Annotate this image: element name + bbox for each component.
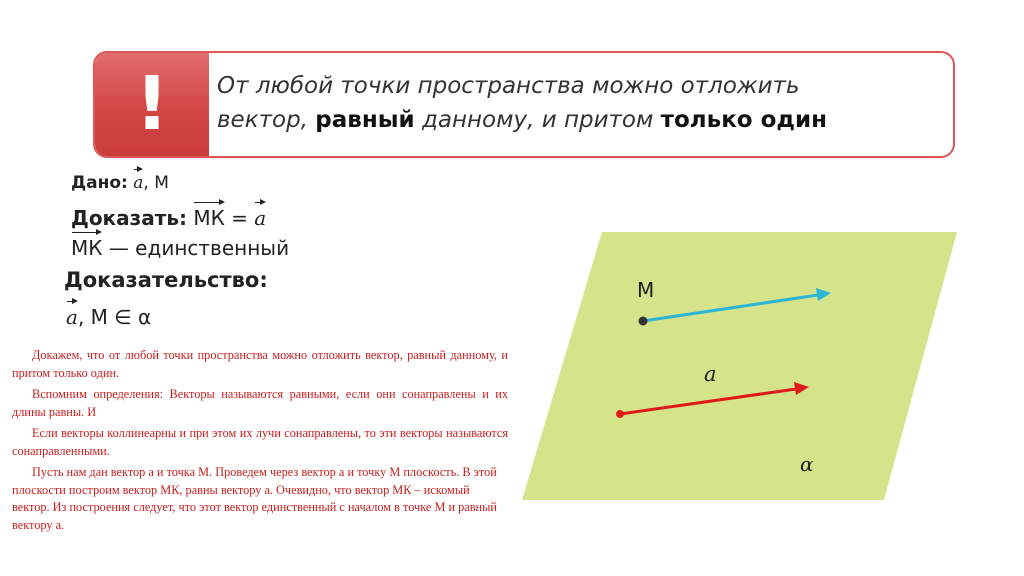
note-paragraph-4: Пусть нам дан вектор а и точка М. Проведем через вектор а и точку М плоскость. В этой плоскости построим вектор МК, равны вектору а. Очевидно, что вектор МК – искомый вектор. Из построения следует, что этот вектор единственный с началом в точке М и равный вектору а. bbox=[12, 465, 497, 532]
given-rest: , М bbox=[143, 173, 169, 193]
prove-label: Доказать: bbox=[71, 206, 187, 230]
point-m bbox=[639, 317, 648, 326]
uniqueness-text: — единственный bbox=[102, 236, 290, 260]
vector-a-start bbox=[616, 410, 624, 418]
given-vector-a: a bbox=[133, 167, 143, 193]
point-m-label: M bbox=[637, 278, 655, 302]
note-paragraph-1: Докажем, что от любой точки пространства можно отложить вектор, равный данному, и притом только один. bbox=[12, 348, 508, 380]
exclamation-mark: ! bbox=[135, 61, 169, 147]
prove-vector-mk: МК bbox=[193, 200, 224, 230]
note-paragraph-3: Если векторы коллинеарны и при этом их лучи сонаправлены, то эти векторы называются сонаправленными. bbox=[12, 426, 508, 458]
prove-equals: = bbox=[224, 206, 255, 230]
theorem-line-1: От любой точки пространства можно отложить bbox=[217, 73, 800, 99]
theorem-bold-only-one: только один bbox=[660, 107, 827, 133]
theorem-bold-equal: равный bbox=[315, 107, 415, 133]
proof-title: Доказательство: bbox=[64, 268, 268, 292]
proof-vector-a: a bbox=[66, 299, 78, 329]
proof-rest: , М ∈ α bbox=[77, 305, 152, 329]
theorem-text-part: данному, и притом bbox=[414, 107, 661, 133]
plane-alpha bbox=[522, 232, 957, 500]
theorem-text-part: вектор, bbox=[217, 107, 316, 133]
note-paragraph-2: Вспомним определения: Векторы называются равными, если они сонаправлены и их длины равны. И bbox=[12, 387, 508, 419]
prove-vector-a: a bbox=[254, 200, 266, 230]
plane-alpha-label: α bbox=[800, 452, 814, 476]
vector-a-label: a bbox=[704, 362, 717, 386]
given-label: Дано: bbox=[71, 173, 128, 193]
uniqueness-vector-mk: МК bbox=[71, 230, 102, 260]
